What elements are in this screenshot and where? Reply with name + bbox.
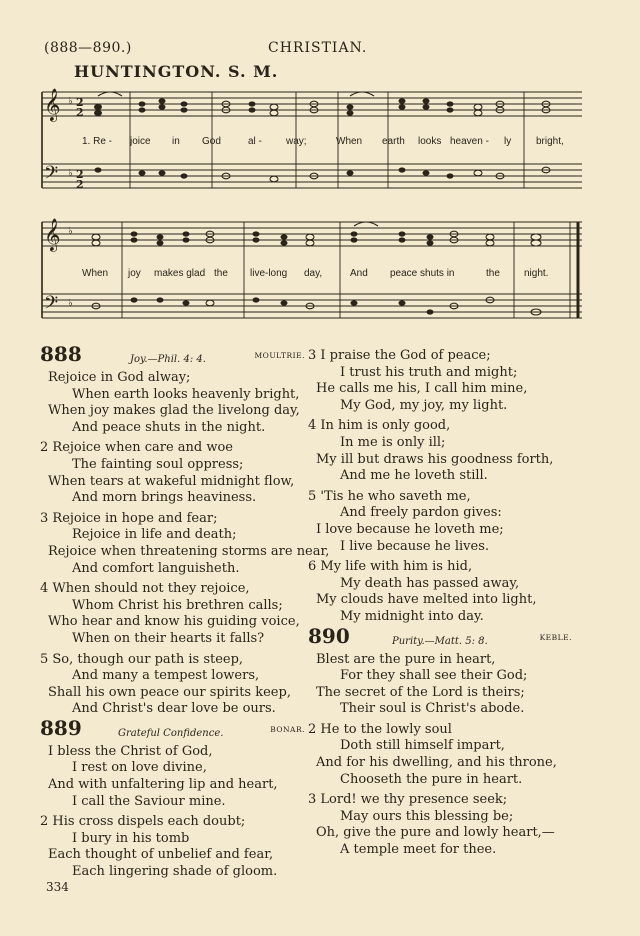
verse-line: I rest on love divine, xyxy=(72,760,207,776)
verse-line: 5 'Tis he who saveth me, xyxy=(308,488,471,504)
hymn-scripture-ref: Joy.—Phil. 4: 4. xyxy=(130,354,206,365)
hymn-header xyxy=(40,715,305,744)
page-number: 334 xyxy=(46,880,69,894)
verse-line: My God, my joy, my light. xyxy=(340,397,508,413)
hymn-number: 890 xyxy=(308,623,350,648)
lyric-syllable: joice xyxy=(130,136,151,147)
lyric-syllable: When xyxy=(82,268,109,279)
verse-line: 2 His cross dispels each doubt; xyxy=(40,814,246,830)
verse-line: Shall his own peace our spirits keep, xyxy=(48,684,291,700)
svg-text:2: 2 xyxy=(76,106,84,119)
lyric-syllable: heaven - xyxy=(450,136,489,147)
verse-line: Rejoice when threatening storms are near, xyxy=(48,543,330,559)
verse-line: Oh, give the pure and lowly heart,— xyxy=(316,825,555,841)
verse-line: Blest are the pure in heart, xyxy=(316,651,496,667)
lyric-syllable: the xyxy=(486,268,500,279)
hymn-number: 888 xyxy=(40,342,82,366)
verse-line: My ill but draws his goodness forth, xyxy=(316,451,554,467)
lyric-syllable: way; xyxy=(286,136,307,147)
verse-line: Doth still himself impart, xyxy=(340,738,505,754)
verse-line: In me is only ill; xyxy=(340,434,446,450)
hymn-header xyxy=(40,342,305,370)
lyric-syllable: makes glad xyxy=(154,268,206,279)
running-title: CHRISTIAN. xyxy=(268,40,368,56)
verse-line: Whom Christ his brethren calls; xyxy=(72,597,283,613)
verse-line: I bless the Christ of God, xyxy=(48,743,213,759)
verse-line: The fainting soul oppress; xyxy=(72,456,244,472)
verse-line: I live because he lives. xyxy=(340,538,490,554)
lyric-syllable: al - xyxy=(248,136,262,147)
verse-line: The secret of the Lord is theirs; xyxy=(316,684,525,700)
verse-line: Chooseth the pure in heart. xyxy=(340,771,523,787)
verse-line: When joy makes glad the livelong day, xyxy=(48,403,300,419)
svg-text:♭: ♭ xyxy=(68,168,73,179)
verse-line: 2 He to the lowly soul xyxy=(308,721,452,737)
verse-line: And many a tempest lowers, xyxy=(72,668,260,684)
lyric-syllable: day, xyxy=(304,268,323,279)
hymn-author: MOULTRIE. xyxy=(254,351,305,360)
verse-line: Who hear and know his guiding voice, xyxy=(48,614,300,630)
lyric-syllable: night. xyxy=(524,268,549,279)
verse-line: I love because he loveth me; xyxy=(316,521,504,537)
hymn-scripture-ref: Grateful Confidence. xyxy=(118,727,224,739)
verse-line: 6 My life with him is hid, xyxy=(308,559,473,575)
svg-text:𝄢: 𝄢 xyxy=(44,293,59,318)
verse-line: Rejoice in life and death; xyxy=(72,527,237,543)
hymn-scripture-ref: Purity.—Matt. 5: 8. xyxy=(392,635,488,647)
lyric-syllable: When xyxy=(336,136,363,147)
verse-line: And Christ's dear love be ours. xyxy=(72,701,276,717)
lyric-syllable: God xyxy=(202,136,221,147)
lyric-syllable: in xyxy=(172,136,180,147)
verse-line: 3 Lord! we thy presence seek; xyxy=(308,792,508,808)
lyric-syllable: looks xyxy=(418,136,442,147)
verse-line: Their soul is Christ's abode. xyxy=(340,701,525,717)
verse-line: My death has passed away, xyxy=(340,575,520,591)
lyric-syllable: earth xyxy=(382,136,405,147)
svg-text:𝄞: 𝄞 xyxy=(44,218,61,251)
hymn-range: (888—890.) xyxy=(44,40,132,56)
hymn-header xyxy=(308,623,600,652)
svg-text:2: 2 xyxy=(76,96,84,109)
svg-text:𝄢: 𝄢 xyxy=(44,163,59,188)
lyric-syllable: joy xyxy=(128,268,141,279)
lyric-syllable: the xyxy=(214,268,228,279)
verse-line: And morn brings heaviness. xyxy=(72,490,257,506)
lyric-syllable: ly xyxy=(504,136,512,147)
verse-line: 3 I praise the God of peace; xyxy=(308,348,491,363)
verse-line: 5 So, though our path is steep, xyxy=(40,651,244,667)
verse-line: He calls me his, I call him mine, xyxy=(316,381,528,397)
verse-line: When tears at wakeful midnight flow, xyxy=(48,473,295,489)
verse-line: And me he loveth still. xyxy=(340,468,488,484)
verse-line: My midnight into day. xyxy=(340,608,484,624)
svg-text:♭: ♭ xyxy=(68,226,73,237)
verse-line: And freely pardon gives: xyxy=(340,505,502,521)
svg-text:2: 2 xyxy=(76,168,84,181)
verse-line: I call the Saviour mine. xyxy=(72,793,226,809)
verse-line: Rejoice in God alway; xyxy=(48,370,191,385)
verse-line: And for his dwelling, and his throne, xyxy=(316,755,557,771)
lyric-syllable: peace shuts in xyxy=(390,268,455,279)
verse-line: 4 When should not they rejoice, xyxy=(40,581,250,597)
hymn-number: 889 xyxy=(40,715,82,740)
svg-text:♭: ♭ xyxy=(68,96,73,107)
svg-text:2: 2 xyxy=(76,178,84,191)
verse-line: 2 Rejoice when care and woe xyxy=(40,440,234,456)
tune-name: HUNTINGTON. S. M. xyxy=(74,62,279,81)
verse-line: And peace shuts in the night. xyxy=(72,419,266,435)
verse-line: When earth looks heavenly bright, xyxy=(72,386,300,402)
verse-line: Each thought of unbelief and fear, xyxy=(48,847,274,863)
lyric-syllable: 1. Re - xyxy=(82,136,113,147)
verse-line: 4 In him is only good, xyxy=(308,418,451,434)
verse-line: And comfort languisheth. xyxy=(72,560,240,576)
verse-line: My clouds have melted into light, xyxy=(316,592,537,608)
verse-line: I trust his truth and might; xyxy=(340,364,518,380)
verse-line: A temple meet for thee. xyxy=(340,842,497,858)
svg-text:𝄞: 𝄞 xyxy=(44,88,61,121)
verse-line: May ours this blessing be; xyxy=(340,808,514,824)
lyric-syllable: And xyxy=(350,268,368,279)
lyric-syllable: live-long xyxy=(250,268,288,279)
hymn-author: BONAR. xyxy=(270,724,305,734)
verse-line: When on their hearts it falls? xyxy=(72,630,265,646)
right-column xyxy=(308,348,600,859)
hymn-author: KEBLE. xyxy=(539,632,572,642)
verse-line: For they shall see their God; xyxy=(340,668,528,684)
verse-line: Each lingering shade of gloom. xyxy=(72,864,278,880)
verse-line: 3 Rejoice in hope and fear; xyxy=(40,510,218,526)
verse-line: And with unfaltering lip and heart, xyxy=(48,777,278,793)
lyric-syllable: bright, xyxy=(536,136,564,147)
svg-text:♭: ♭ xyxy=(68,298,73,309)
verse-line: I bury in his tomb xyxy=(72,830,190,846)
